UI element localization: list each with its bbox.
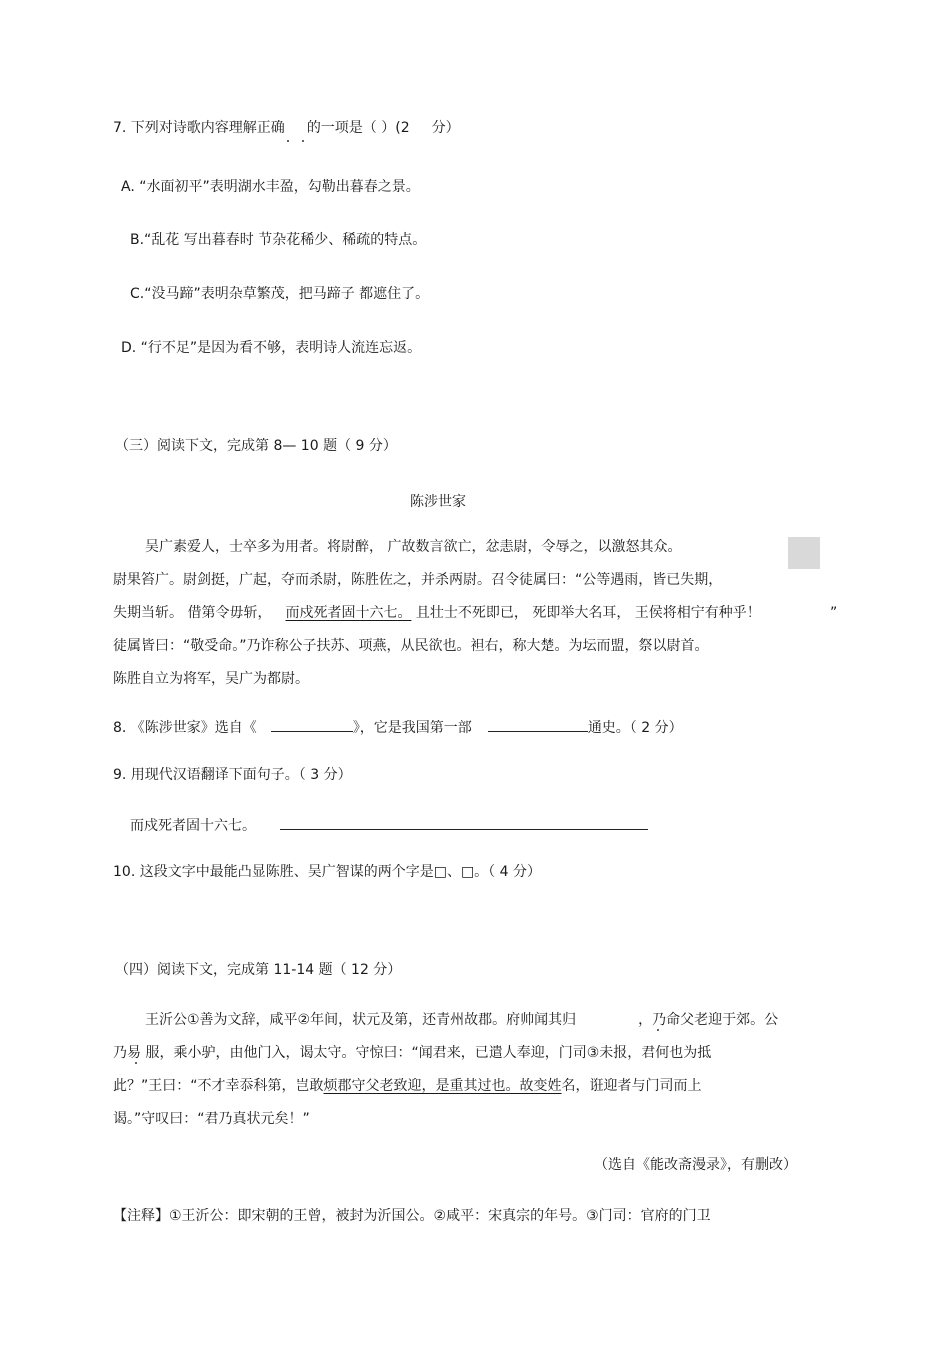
emphasis-dot bbox=[135, 1062, 137, 1064]
section4-heading: （四）阅读下文，完成第 11-14 题（ 12 分） bbox=[115, 962, 402, 978]
passage-line: 乃易 服，乘小驴，由他门入，谒太守。守惊曰：“闻君来，已遣人奉迎，门司③未报，君何也为抵 bbox=[113, 1045, 712, 1061]
q10-stem: 10. 这段文字中最能凸显陈胜、吴广智谋的两个字是□、□。（ 4 分） bbox=[113, 864, 541, 880]
q9-stem: 9. 用现代汉语翻译下面句子。（ 3 分） bbox=[113, 767, 352, 783]
section3-heading: （三）阅读下文，完成第 8— 10 题（ 9 分） bbox=[115, 438, 397, 454]
q7-option-c: C.“没马蹄”表明杂草繁茂，把马蹄子 都遮住了。 bbox=[130, 286, 430, 302]
passage-line: 王沂公①善为文辞，咸平②年间，状元及第，还青州故郡。府帅闻其归 ，乃命父老迎于郊。公 bbox=[145, 1012, 779, 1028]
passage-line: 徒属皆曰：“敬受命。”乃诈称公子扶苏、项燕，从民欲也。袒右，称大楚。为坛而盟，祭以尉首。 bbox=[113, 638, 709, 654]
q8-stem: 8. 《陈涉世家》选自《 》，它是我国第一部 通史。（ 2 分） bbox=[113, 717, 683, 738]
answer-line[interactable] bbox=[280, 815, 648, 830]
q9-sentence-line: 而戍死者固十六七。 bbox=[130, 815, 648, 836]
gray-box-marker bbox=[788, 537, 820, 569]
underlined-sentence: 烦郡守父老致迎，是重其过也。故变姓 bbox=[323, 1078, 562, 1094]
emphasis-dot bbox=[302, 140, 304, 142]
passage-line: 此？”王曰：“不才幸忝科第，岂敢烦郡守父老致迎，是重其过也。故变姓名，诳迎者与门司而上 bbox=[113, 1078, 702, 1094]
q7-option-d: D. “行不足”是因为看不够，表明诗人流连忘返。 bbox=[121, 340, 422, 356]
emphasis-dot bbox=[657, 1029, 659, 1031]
source-note: （选自《能改斋漫录》，有删改） bbox=[594, 1157, 797, 1173]
passage-line: 谒。”守叹曰：“君乃真状元矣！” bbox=[113, 1111, 310, 1127]
closing-quote: ” bbox=[830, 605, 838, 621]
passage-title: 陈涉世家 bbox=[410, 494, 466, 510]
passage-line: 陈胜自立为将军，吴广为都尉。 bbox=[113, 671, 309, 687]
passage-line: 吴广素爱人，士卒多为用者。将尉醉， 广故数言欲亡，忿恚尉，令辱之，以激怒其众。 bbox=[145, 539, 682, 555]
q7-option-a: A. “水面初平”表明湖水丰盈，勾勒出暮春之景。 bbox=[121, 179, 420, 195]
underlined-sentence: 而戍死者固十六七。 bbox=[285, 605, 412, 621]
passage-line: 尉果笞广。尉剑挺，广起，夺而杀尉，陈胜佐之，并杀两尉。召令徒属曰：“公等遇雨，皆已失期， bbox=[113, 572, 723, 588]
passage-line: 失期当斩。 借第令毋斩， 而戍死者固十六七。 且壮士不死即已， 死即举大名耳， 王侯将相宁有种乎！ bbox=[113, 605, 761, 621]
q7-stem: 7. 下列对诗歌内容理解正确 的一项是（ ）(2 分） bbox=[113, 120, 460, 136]
answer-blank[interactable] bbox=[271, 717, 353, 732]
emphasis-dot bbox=[287, 140, 289, 142]
q7-option-b: B.“乱花 写出暮春时 节杂花稀少、稀疏的特点。 bbox=[130, 232, 427, 248]
answer-blank[interactable] bbox=[488, 717, 588, 732]
annotation-note: 【注释】①王沂公：即宋朝的王曾，被封为沂国公。②咸平：宋真宗的年号。③门司：官府的门卫 bbox=[113, 1208, 711, 1224]
